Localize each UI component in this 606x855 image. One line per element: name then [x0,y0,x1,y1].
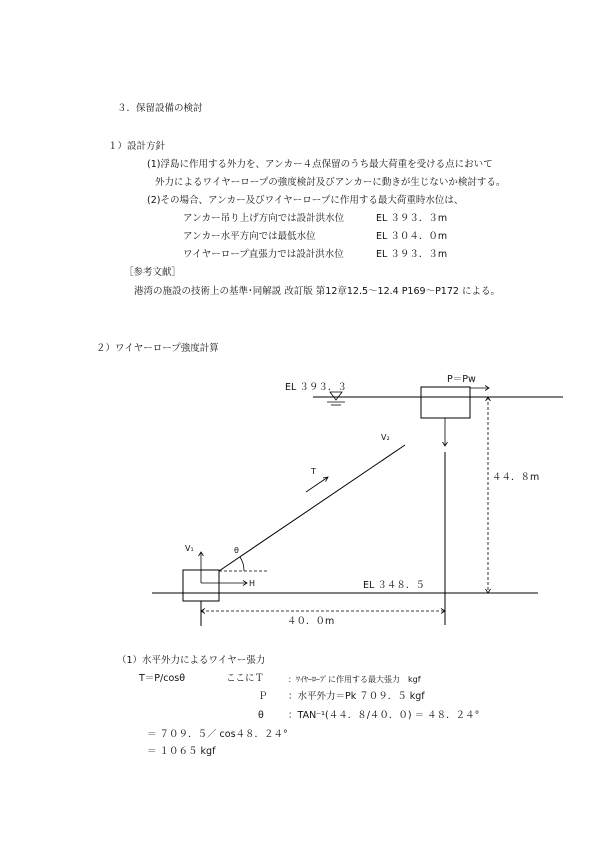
calc-line-2: ＝ １０６５ kgf [147,746,216,757]
condition-value-3: EL ３９３．３m [376,249,448,260]
condition-label-1: アンカー吊り上げ方向では設計洪水位 [183,213,345,224]
calc-heading: （1）水平外力によるワイヤー張力 [117,655,266,666]
def-p: ：水平外力＝Pk ７０９．５ kgf [288,691,425,702]
wire-rope-line [219,445,405,571]
p-label: P＝Pw [447,374,476,385]
h-label: H [249,579,256,588]
policy-para1-line2: 外力によるワイヤーロープの強度検討及びアンカーに動きが生じないか検討する。 [155,177,506,188]
v2-label: V₂ [381,433,390,442]
def-t: ：ﾜｲﾔｰﾛｰﾌﾟに作用する最大張力 kgf [288,675,421,684]
policy-para2: (2)その場合、アンカー及びワイヤーロープに作用する最大荷重時水位は、 [147,195,464,206]
width-label: ４０．０m [287,616,335,627]
calc-line-1: ＝ ７０９．５／ cos４８．２４° [147,729,288,740]
sym-p: Ｐ [258,691,268,702]
t-label: T [311,467,316,476]
policy-para1-line1: (1)浮島に作用する外力を、アンカー４点保留のうち最大荷重を受ける点において [147,159,493,170]
el-top-label: EL ３９３．３ [285,382,347,393]
condition-value-1: EL ３９３．３m [376,213,448,224]
condition-label-3: ワイヤーロープ直張力では設計洪水位 [183,249,344,260]
reference-heading: ［参考文献］ [124,267,182,278]
policy-heading: １）設計方針 [108,141,166,152]
v1-label: V₁ [185,544,194,553]
theta-arc [240,557,244,571]
reference-text: 港湾の施設の技術上の基準･同解説 改訂版 第12章12.5～12.4 P169～P172 による。 [134,286,500,297]
wire-section-heading: ２）ワイヤーロープ強度計算 [96,343,219,354]
sym-theta: θ [258,710,264,721]
calc-formula: T＝P/cosθ [139,673,186,684]
float-box [421,387,470,418]
def-theta: ：TAN⁻¹(４４．８/４０．０) ＝ ４８．２４° [288,710,480,721]
el-bottom-label: EL ３４８．５ [363,580,425,591]
condition-value-2: EL ３０４．０m [376,231,448,242]
theta-label: θ [234,546,239,555]
condition-label-2: アンカー水平方向では最低水位 [183,231,316,242]
tension-arrow [306,477,328,492]
height-label: ４４．８m [492,472,540,483]
calc-where: ここにＴ [226,673,265,684]
section-title: ３．保留設備の検討 [117,103,203,114]
